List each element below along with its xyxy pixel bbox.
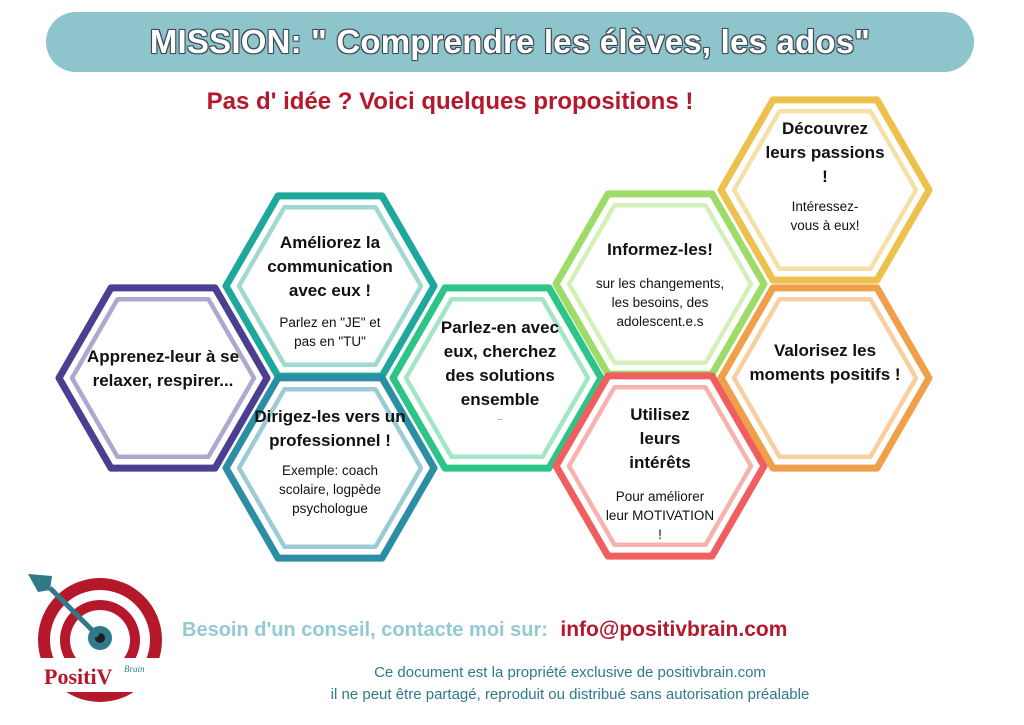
hex-subtitle: Intéressez-vous à eux! (790, 199, 860, 233)
logo-text: PositiV (44, 664, 113, 689)
hex-text-solutions (420, 316, 580, 422)
hex-text-informez (575, 238, 745, 331)
hex-title: Découvrez leurs passions ! (765, 119, 885, 186)
hex-text-relax (78, 345, 248, 393)
arrow-fletching-icon (28, 574, 52, 592)
hex-title: Informez-les! (607, 240, 713, 259)
logo-small-text: Brain (124, 664, 145, 674)
hex-title: Parlez-en avec eux, cherchez des solutions ensemble (440, 318, 560, 409)
positivbrain-logo (20, 560, 170, 725)
hex-subtitle: Parlez en "JE" et pas en "TU" (279, 315, 381, 349)
hex-title: Améliorez la communication avec eux ! (267, 233, 393, 300)
copyright-line-2: il ne peut être partagé, reproduit ou distribué sans autorisation préalable (330, 686, 810, 703)
hex-text-interets (575, 403, 745, 544)
hex-title: Utilisez leurs intérêts (629, 405, 691, 472)
page-title: MISSION: " Comprendre les élèves, les ados" (149, 23, 871, 60)
hex-subtitle: .. (497, 413, 503, 422)
hex-title: Apprenez-leur à se relaxer, respirer... (86, 347, 240, 390)
copyright-line-1: Ce document est la propriété exclusive de positivbrain.com (374, 664, 766, 681)
contact-email-link[interactable]: info@positivbrain.com (560, 618, 788, 641)
subtitle: Pas d' idée ? Voici quelques propositions ! (206, 88, 694, 115)
hex-title: Valorisez les moments positifs ! (749, 341, 901, 384)
hex-title: Dirigez-les vers un professionnel ! (254, 407, 406, 450)
hex-text-valorisez (745, 339, 905, 387)
hex-subtitle: sur les changements, les besoins, des adolescent.e.s (595, 276, 725, 329)
hex-text-professionnel (250, 405, 410, 518)
hex-text-communication (248, 231, 412, 351)
hex-text-passions (745, 117, 905, 235)
hex-subtitle: Exemple: coach scolaire, logpède psychologue (278, 463, 382, 516)
contact-line (182, 618, 942, 642)
contact-label: Besoin d'un conseil, contacte moi sur: (182, 619, 548, 641)
hex-subtitle: Pour améliorer leur MOTIVATION ! (605, 489, 715, 542)
